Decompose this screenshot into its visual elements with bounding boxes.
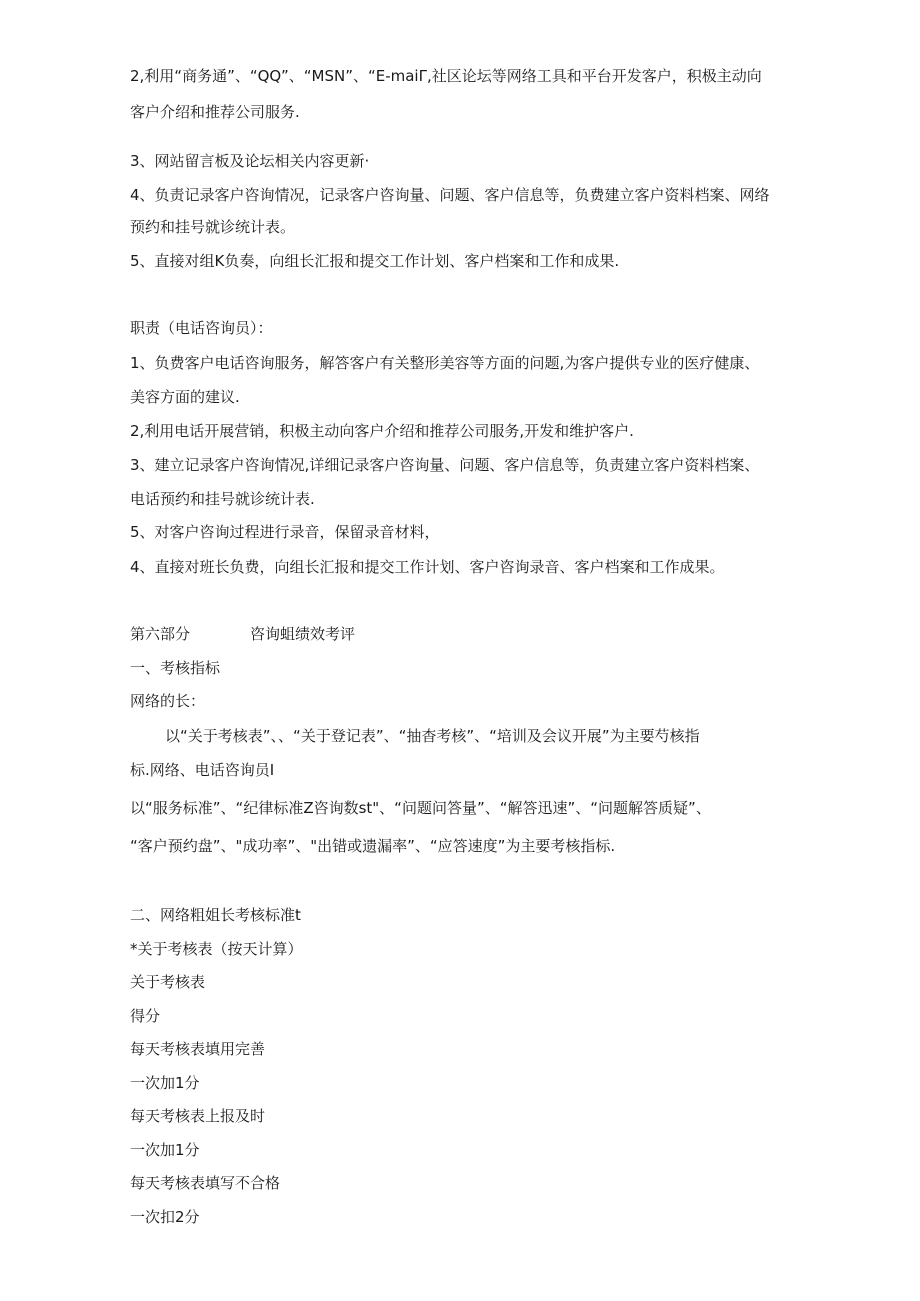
consultant-indicators-line-2: “客户预约盘”、"成功率”、"出错或遗漏率”、“应答速度”为主要考核指标. <box>130 837 616 855</box>
duty-item-4-line-1: 4、负责记录客户咨询情况，记录客户咨询量、问题、客户信息等，负费建立客户资料档案、网络 <box>130 186 770 204</box>
leader-indicators-line-2: 标.网络、电话咨询员I <box>130 761 275 779</box>
criterion-complete: 每天考核表填用完善 <box>130 1040 266 1058</box>
phone-consultant-heading: 职责（电话咨询员）： <box>130 319 273 337</box>
duty-item-2-line-2: 客户介绍和推荐公司服务. <box>130 103 300 121</box>
network-leader-label: 网络的长： <box>130 692 206 710</box>
leader-indicators-line-1: 以“关于考核表”、、“关于登记表”、“抽杳考核”、“培训及会议开展”为主要芍核指 <box>165 727 700 745</box>
score-timely: 一次加1分 <box>130 1141 200 1159</box>
duty-item-5: 5、直接对组K负奏，向组长汇报和提交工作计划、客户档案和工作和成果. <box>130 252 620 270</box>
phone-duty-3-line-2: 电话预约和挂号就诊统计表. <box>130 490 315 508</box>
table-header-item: 关于考核表 <box>130 973 206 991</box>
phone-duty-3-line-1: 3、建立记录客户咨询情况,详细记录客户咨询量、问题、客户信息等，负责建立客户资料档案、 <box>130 456 760 474</box>
phone-duty-4: 4、直接对班长负费，向组长汇报和提交工作计划、客户咨询录音、客户档案和工作成果。 <box>130 558 725 576</box>
section-title: 咨询蛆绩效考评 <box>250 625 356 643</box>
score-complete: 一次加1分 <box>130 1074 200 1092</box>
phone-duty-5: 5、对客户咨询过程进行录音，保留录音材料， <box>130 523 440 541</box>
table-header-score: 得分 <box>130 1007 161 1025</box>
criterion-timely: 每天考核表上报及时 <box>130 1107 266 1125</box>
consultant-indicators-line-1: 以“服务标准”、“纪律标准Z咨询数st"、“问题问答量”、“解答迅速”、“问题解答质疑”、 <box>130 799 711 817</box>
duty-item-4-line-2: 预约和挂号就诊统计表。 <box>130 218 296 236</box>
assessment-table-heading: *关于考核表（按天计算） <box>130 940 303 958</box>
score-unqualified: 一次扣2分 <box>130 1208 200 1226</box>
section-number: 第六部分 <box>130 625 191 643</box>
subsection-leader-standards: 二、网络粗姐长考核标准t <box>130 906 301 924</box>
duty-item-2-line-1: 2,利用“商务通”、“QQ”、“MSN”、“E-maiΓ,社区论坛等网络工具和平台开发客户，积极主动向 <box>130 67 762 85</box>
criterion-unqualified: 每天考核表填写不合格 <box>130 1174 281 1192</box>
duty-item-3: 3、网站留言板及论坛相关内容更新· <box>130 152 370 170</box>
section-six-heading <box>130 624 355 644</box>
phone-duty-1-line-1: 1、负费客户电话咨询服务，解答客户有关整形美容等方面的问题,为客户提供专业的医疗健康、 <box>130 354 760 372</box>
phone-duty-2: 2,利用电话开展营销，积极主动向客户介绍和推荐公司服务,开发和维护客户. <box>130 422 634 440</box>
subsection-assessment-indicators: 一、考核指标 <box>130 659 221 677</box>
phone-duty-1-line-2: 美容方面的建议. <box>130 388 240 406</box>
